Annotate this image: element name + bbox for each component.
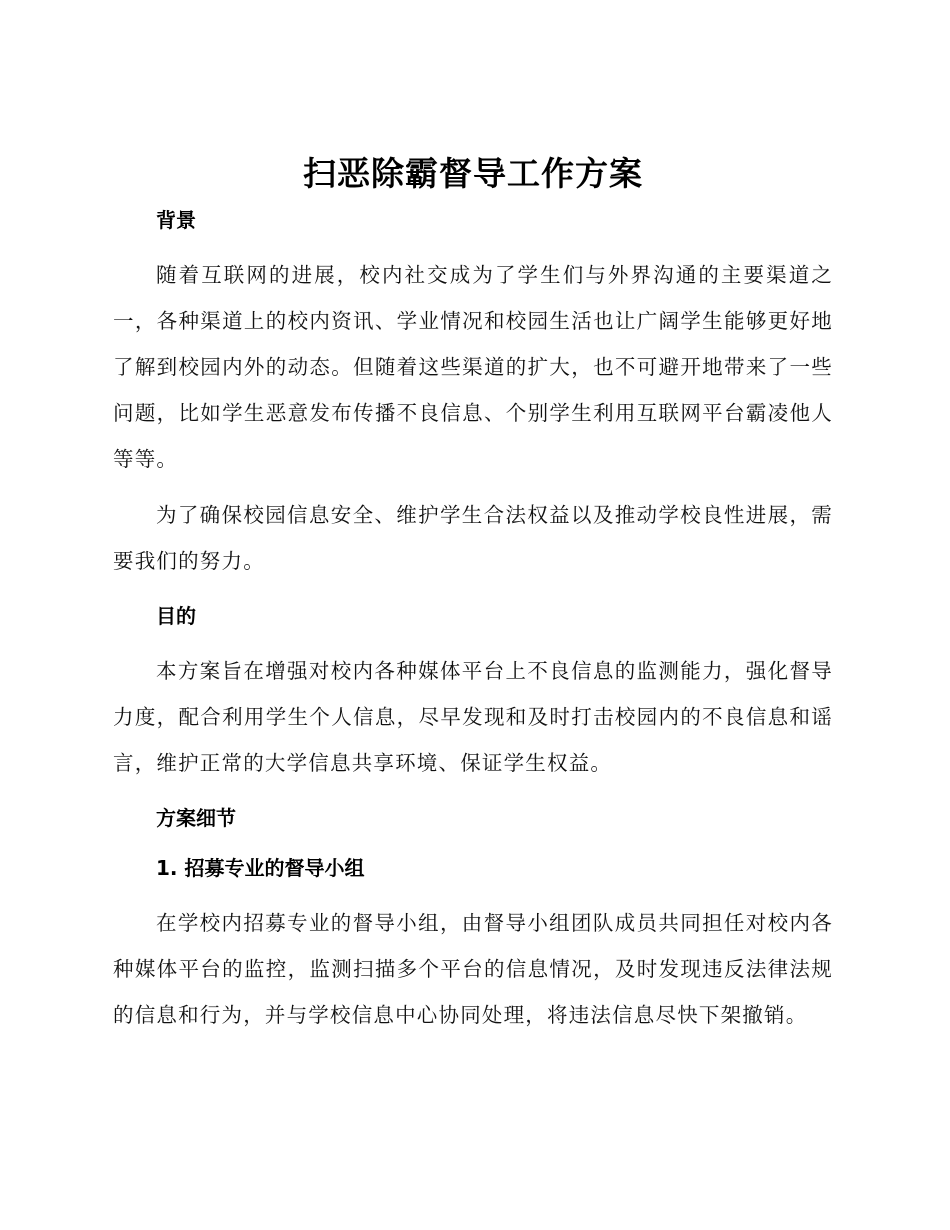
paragraph-recruit-team-1: 在学校内招募专业的督导小组，由督导小组团队成员共同担任对校内各种媒体平台的监控，监测扫描多个平台的信息情况，及时发现违反法律法规的信息和行为，并与学校信息中心协同处理，将违法信息尽快下架撤销。 [113, 911, 833, 1027]
section-heading-plan-details: 方案细节 [156, 806, 236, 830]
document-title: 扫恶除霸督导工作方案 [303, 154, 643, 193]
paragraph-background-2: 为了确保校园信息安全、维护学生合法权益以及推动学校良性进展，需要我们的努力。 [113, 503, 833, 573]
paragraph-background-1: 随着互联网的进展，校内社交成为了学生们与外界沟通的主要渠道之一，各种渠道上的校内资讯、学业情况和校园生活也让广阔学生能够更好地了解到校园内外的动态。但随着这些渠道的扩大，也不可避开地带来了一些问题，比如学生恶意发布传播不良信息、个别学生利用互联网平台霸凌他人等等。 [113, 263, 833, 471]
section-heading-purpose: 目的 [156, 604, 196, 628]
section-heading-background: 背景 [156, 208, 196, 232]
paragraph-purpose-1: 本方案旨在增强对校内各种媒体平台上不良信息的监测能力，强化督导力度，配合利用学生个人信息，尽早发现和及时打击校园内的不良信息和谣言，维护正常的大学信息共享环境、保证学生权益。 [113, 659, 833, 775]
document-body [113, 148, 833, 1048]
subheading-recruit-team: 1. 招募专业的督导小组 [156, 856, 365, 880]
